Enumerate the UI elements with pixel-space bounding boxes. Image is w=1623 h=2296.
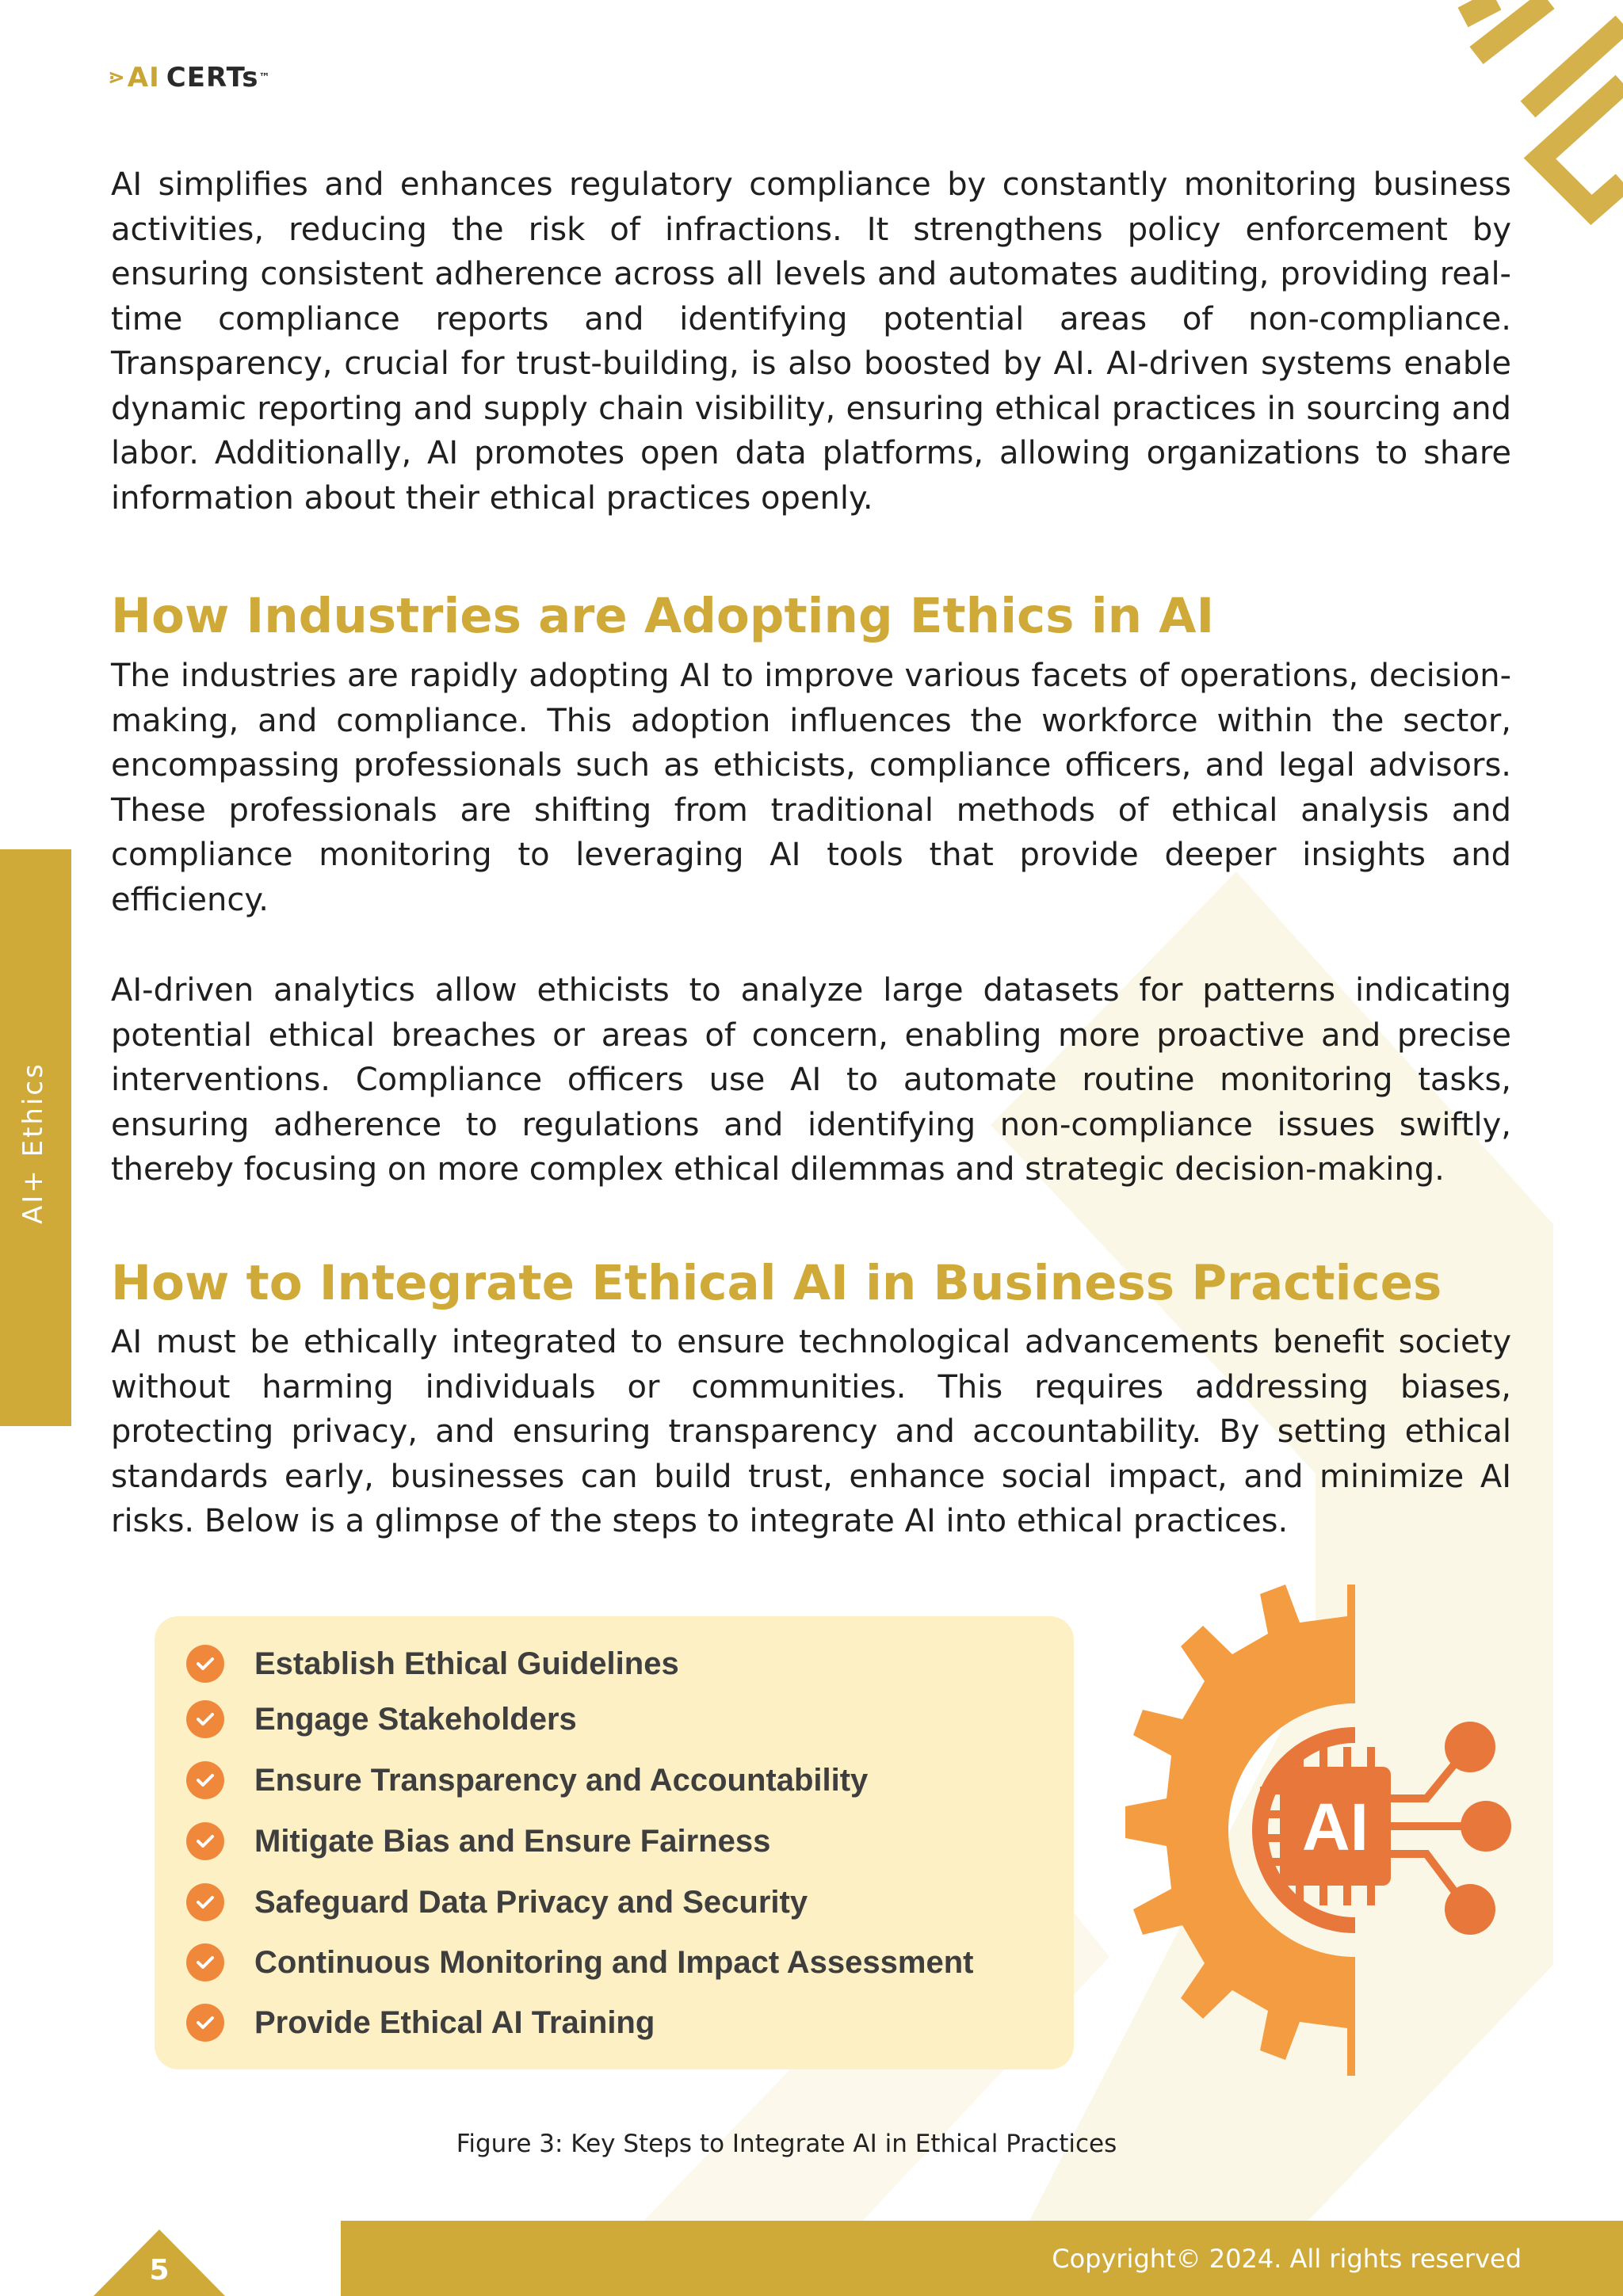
section-paragraph: AI-driven analytics allow ethicists to analyze large datasets for patterns indicating potential ethical breaches or areas of concern, enabling more proactive and precise interventions. Compliance officers use AI to automate routine monitoring tasks, ensuring adherence to regulations and identifying non-compliance issues swiftly, thereby focusing on more complex ethical dilemmas and strategic decision-making.	[111, 972, 1511, 1188]
page-number: 5	[149, 2254, 170, 2286]
step-item	[186, 1645, 679, 1683]
step-item	[186, 1822, 770, 1860]
section-heading: How to Integrate Ethical AI in Business Practices	[111, 1255, 1442, 1311]
aicerts-logo	[108, 62, 271, 93]
figure-caption: Figure 3: Key Steps to Integrate AI in Ethical Practices	[456, 2130, 1117, 2158]
copyright-text: Copyright© 2024. All rights reserved	[1052, 2244, 1522, 2274]
step-label: Establish Ethical Guidelines	[254, 1646, 679, 1681]
step-item	[186, 1943, 973, 1981]
side-tab-label: AI+ Ethics	[17, 1062, 49, 1224]
section-paragraph: AI must be ethically integrated to ensure technological advancements benefit society without harming individuals or communities. This requires addressing biases, protecting privacy, and ensuring transparency and accountability. By setting ethical standards early, businesses can build trust, enhance social impact, and minimize AI risks. Below is a glimpse of the steps to integrate AI into ethical practices.	[111, 1324, 1511, 1539]
section-industries	[111, 585, 1511, 648]
step-item	[186, 1883, 808, 1921]
check-icon	[186, 2004, 224, 2042]
check-icon	[186, 1822, 224, 1860]
section-integrate-body	[111, 1320, 1511, 1544]
logo-certs-text: CERTs	[166, 62, 259, 93]
check-icon	[186, 1645, 224, 1683]
logo-trademark: ™	[258, 71, 271, 84]
section-integrate	[111, 1252, 1511, 1315]
step-label: Provide Ethical AI Training	[254, 2004, 655, 2040]
step-label: Ensure Transparency and Accountability	[254, 1762, 869, 1798]
logo-arrow-icon: ⋗	[108, 66, 126, 90]
intro-section	[111, 162, 1511, 521]
step-item	[186, 2004, 655, 2042]
check-icon	[186, 1761, 224, 1799]
step-label: Mitigate Bias and Ensure Fairness	[254, 1823, 771, 1859]
section-heading: How Industries are Adopting Ethics in AI	[111, 588, 1215, 644]
check-icon	[186, 1883, 224, 1921]
step-item	[186, 1761, 868, 1799]
check-icon	[186, 1943, 224, 1981]
section-industries-body	[111, 654, 1511, 922]
step-label: Continuous Monitoring and Impact Assessment	[254, 1944, 974, 1980]
logo-ai-text: AI	[127, 62, 160, 93]
check-icon	[186, 1700, 224, 1738]
step-label: Engage Stakeholders	[254, 1701, 577, 1737]
steps-box	[155, 1616, 1074, 2069]
intro-paragraph: AI simplifies and enhances regulatory compliance by constantly monitoring business activities, reducing the risk of infractions. It strengthens policy enforcement by ensuring consistent adherence across all levels and automates auditing, providing real-time compliance reports and identifying potential areas of non-compliance. Transparency, crucial for trust-building, is also boosted by AI. AI-driven systems enable dynamic reporting and supply chain visibility, ensuring ethical practices in sourcing and labor. Additionally, AI promotes open data platforms, allowing organizations to share information about their ethical practices openly.	[111, 166, 1511, 517]
step-label: Safeguard Data Privacy and Security	[254, 1884, 808, 1920]
gear-ai-chip-icon	[1102, 1585, 1529, 2076]
section-industries-body-2	[111, 968, 1511, 1192]
step-item	[186, 1700, 577, 1738]
section-paragraph: The industries are rapidly adopting AI to improve various facets of operations, decision-making, and compliance. This adoption influences the workforce within the sector, encompassing professionals such as ethicists, compliance officers, and legal advisors. These professionals are shifting from traditional methods of ethical analysis and compliance monitoring to leveraging AI tools that provide deeper insights and efficiency.	[111, 658, 1511, 918]
chip-ai-text: AI	[1302, 1790, 1369, 1864]
